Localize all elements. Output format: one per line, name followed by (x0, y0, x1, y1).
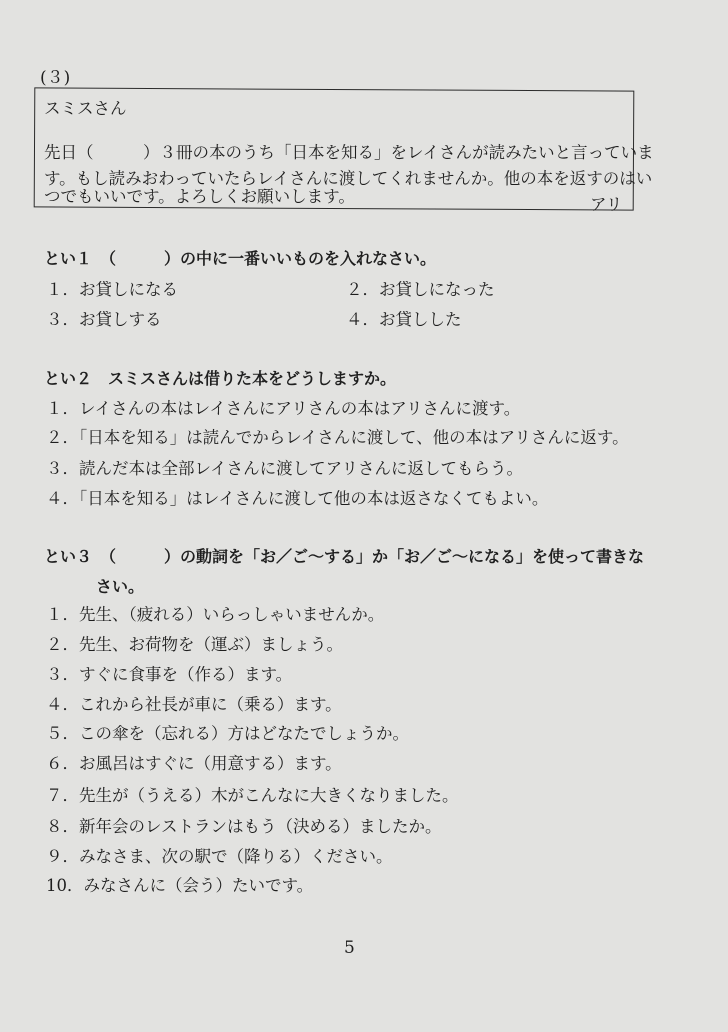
question-1-option: ２．お貸しになった (346, 280, 495, 299)
question-1-option: ３．お貸しする (46, 310, 162, 329)
question-1-title: とい１ （ ）の中に一番いいものを入れなさい。 (44, 249, 437, 268)
section-label: (３) (40, 68, 71, 88)
note-greeting: スミスさん (44, 99, 127, 118)
question-3-item: ４．これから社長が車に（乗る）ます。 (46, 695, 342, 714)
question-3-title-cont: さい。 (96, 577, 145, 596)
question-3-item: ５．この傘を（忘れる）方はどなたでしょうか。 (46, 724, 409, 743)
question-3-item: ２．先生、お荷物を（運ぶ）ましょう。 (46, 635, 343, 654)
question-3-item: ８．新年会のレストランはもう（決める）ましたか。 (46, 817, 442, 836)
question-2-option: ２．「日本を知る」は読んでからレイさんに渡して、他の本はアリさんに返す。 (46, 428, 629, 447)
note-signature: アリ (590, 195, 623, 214)
question-3-item: 10．みなさんに（会う）たいです。 (46, 876, 314, 895)
note-line-3: つでもいいです。よろしくお願いします。 (44, 187, 355, 206)
question-3-item: ６．お風呂はすぐに（用意する）ます。 (46, 754, 342, 773)
question-2-option: ４．「日本を知る」はレイさんに渡して他の本は返さなくてもよい。 (46, 489, 549, 508)
question-3-item: １．先生、（疲れる）いらっしゃいませんか。 (46, 605, 385, 624)
question-2-title: とい２ スミスさんは借りた本をどうしますか。 (44, 369, 397, 388)
question-3-item: ９．みなさま、次の駅で（降りる）ください。 (46, 847, 393, 866)
question-3-item: ７．先生が（うえる）木がこんなに大きくなりました。 (46, 786, 459, 805)
page-number: 5 (344, 938, 355, 958)
question-3-item: ３．すぐに食事を（作る）ます。 (46, 665, 293, 684)
question-2-option: ３．読んだ本は全部レイさんに渡してアリさんに返してもらう。 (46, 459, 524, 478)
question-1-option: ４．お貸しした (346, 310, 462, 329)
question-2-option: １．レイさんの本はレイさんにアリさんの本はアリさんに渡す。 (46, 399, 521, 418)
note-line-2: す。もし読みおわっていたらレイさんに渡してくれませんか。他の本を返すのはい (44, 169, 653, 188)
question-1-option: １．お貸しになる (46, 280, 178, 299)
note-line-1: 先日（ ）３冊の本のうち「日本を知る」をレイさんが読みたいと言っていま (44, 143, 654, 162)
question-3-title: とい３ （ ）の動詞を「お／ご～する」か「お／ご～になる」を使って書きな (44, 547, 645, 566)
